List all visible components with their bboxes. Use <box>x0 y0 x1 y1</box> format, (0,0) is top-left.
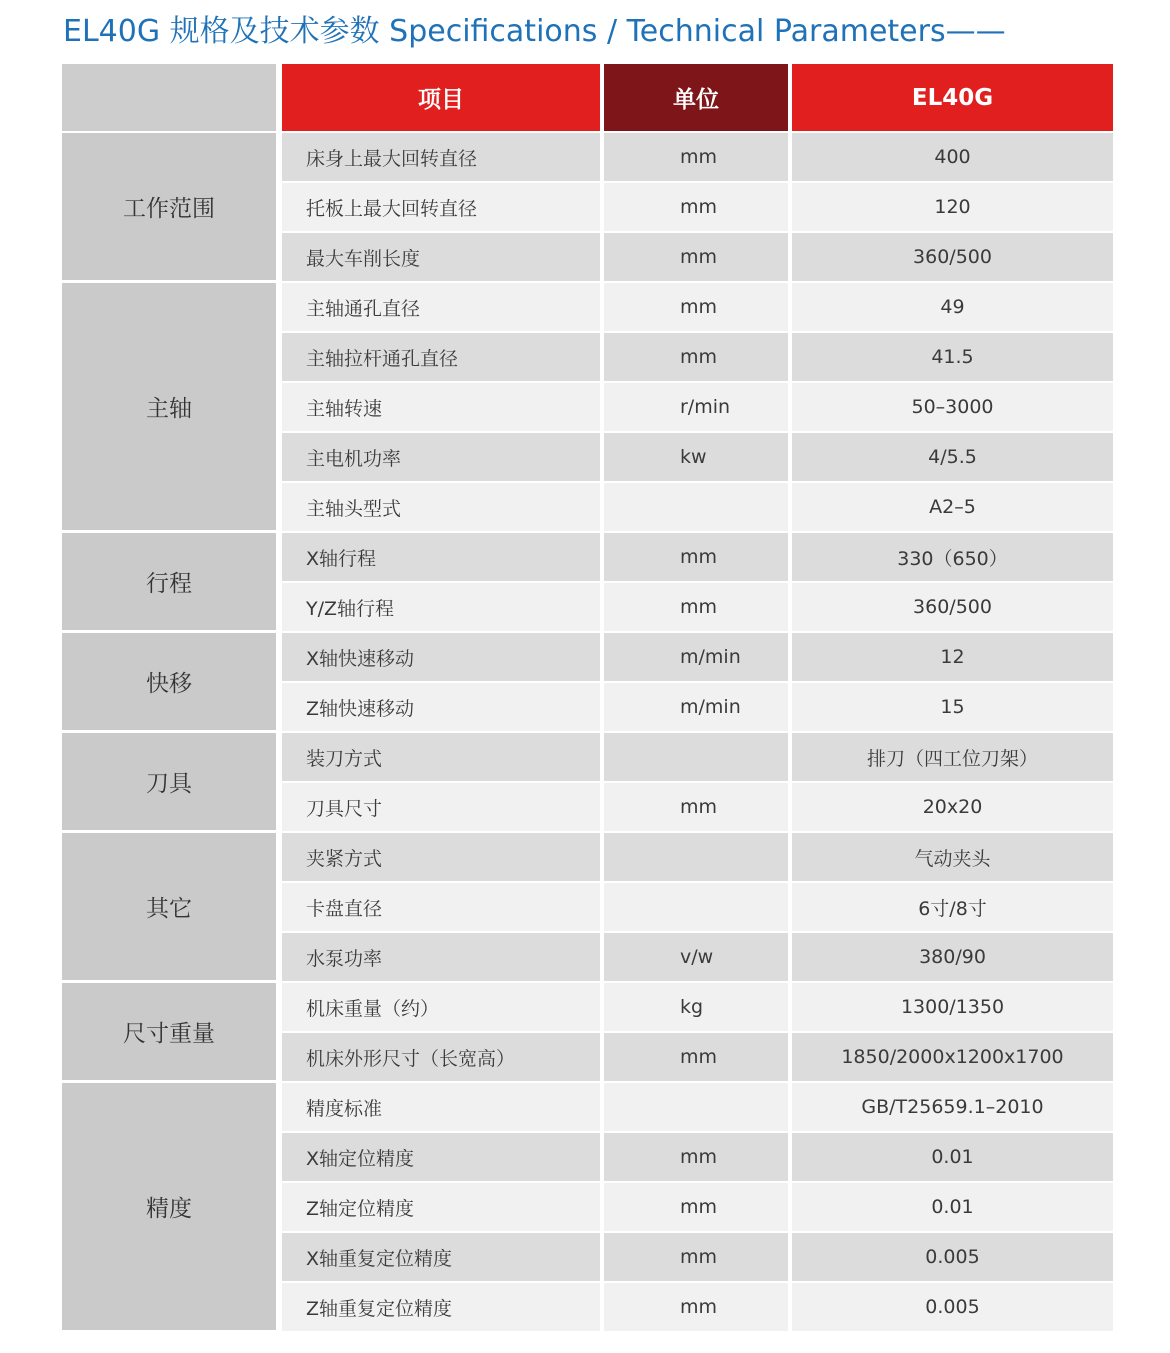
row-value: 400 <box>792 133 1113 183</box>
row-value: 0.005 <box>792 1233 1113 1283</box>
row-unit: mm <box>604 1283 788 1333</box>
row-value: 49 <box>792 283 1113 333</box>
row-item: 装刀方式 <box>282 733 600 783</box>
row-value: 0.01 <box>792 1133 1113 1183</box>
row-item: 主电机功率 <box>282 433 600 483</box>
row-unit: mm <box>604 533 788 583</box>
row-unit: mm <box>604 1133 788 1183</box>
row-unit: mm <box>604 1233 788 1283</box>
row-item: 主轴头型式 <box>282 483 600 533</box>
row-item: 精度标准 <box>282 1083 600 1133</box>
row-value: 41.5 <box>792 333 1113 383</box>
row-item: X轴行程 <box>282 533 600 583</box>
row-unit: mm <box>604 283 788 333</box>
row-item: 主轴转速 <box>282 383 600 433</box>
row-unit: kg <box>604 983 788 1033</box>
group-label: 精度 <box>62 1083 276 1333</box>
group-label: 其它 <box>62 833 276 983</box>
row-unit: mm <box>604 233 788 283</box>
row-unit <box>604 1083 788 1133</box>
row-item: 卡盘直径 <box>282 883 600 933</box>
row-item: Z轴重复定位精度 <box>282 1283 600 1333</box>
group-label: 主轴 <box>62 283 276 533</box>
row-value: 380/90 <box>792 933 1113 983</box>
row-value: 50–3000 <box>792 383 1113 433</box>
row-unit: r/min <box>604 383 788 433</box>
row-unit: v/w <box>604 933 788 983</box>
spec-table <box>62 64 1113 1333</box>
row-item: 机床外形尺寸（长宽高） <box>282 1033 600 1083</box>
header-model: EL40G <box>792 64 1113 133</box>
row-value: 0.01 <box>792 1183 1113 1233</box>
row-value: 360/500 <box>792 583 1113 633</box>
row-item: 水泵功率 <box>282 933 600 983</box>
row-item: 主轴通孔直径 <box>282 283 600 333</box>
row-value: 1850/2000x1200x1700 <box>792 1033 1113 1083</box>
row-item: X轴重复定位精度 <box>282 1233 600 1283</box>
row-item: Z轴快速移动 <box>282 683 600 733</box>
row-item: 刀具尺寸 <box>282 783 600 833</box>
row-unit: mm <box>604 1183 788 1233</box>
row-value: 4/5.5 <box>792 433 1113 483</box>
group-label: 工作范围 <box>62 133 276 283</box>
row-unit: m/min <box>604 633 788 683</box>
row-item: 主轴拉杆通孔直径 <box>282 333 600 383</box>
row-unit: m/min <box>604 683 788 733</box>
header-unit: 单位 <box>604 64 788 133</box>
row-value: 12 <box>792 633 1113 683</box>
row-item: 托板上最大回转直径 <box>282 183 600 233</box>
row-value: 330（650） <box>792 533 1113 583</box>
row-value: 120 <box>792 183 1113 233</box>
row-unit: mm <box>604 1033 788 1083</box>
row-unit: mm <box>604 133 788 183</box>
row-item: 床身上最大回转直径 <box>282 133 600 183</box>
header-item: 项目 <box>282 64 600 133</box>
row-item: Z轴定位精度 <box>282 1183 600 1233</box>
row-unit: kw <box>604 433 788 483</box>
page-title: EL40G 规格及技术参数 Specifications / Technical Parameters—— <box>63 14 1006 49</box>
row-value: 6寸/8寸 <box>792 883 1113 933</box>
row-value: 气动夹头 <box>792 833 1113 883</box>
row-unit <box>604 483 788 533</box>
row-value: 360/500 <box>792 233 1113 283</box>
row-unit <box>604 883 788 933</box>
group-label: 快移 <box>62 633 276 733</box>
group-label: 尺寸重量 <box>62 983 276 1083</box>
row-value: GB/T25659.1–2010 <box>792 1083 1113 1133</box>
row-item: X轴定位精度 <box>282 1133 600 1183</box>
row-unit: mm <box>604 783 788 833</box>
row-value: 0.005 <box>792 1283 1113 1333</box>
row-value: 排刀（四工位刀架） <box>792 733 1113 783</box>
row-item: X轴快速移动 <box>282 633 600 683</box>
row-item: 夹紧方式 <box>282 833 600 883</box>
row-item: Y/Z轴行程 <box>282 583 600 633</box>
row-unit: mm <box>604 333 788 383</box>
row-unit <box>604 733 788 783</box>
row-value: 1300/1350 <box>792 983 1113 1033</box>
row-unit: mm <box>604 183 788 233</box>
group-label: 行程 <box>62 533 276 633</box>
header-blank-cell <box>62 64 276 133</box>
row-value: 20x20 <box>792 783 1113 833</box>
row-item: 最大车削长度 <box>282 233 600 283</box>
row-value: 15 <box>792 683 1113 733</box>
group-label: 刀具 <box>62 733 276 833</box>
row-item: 机床重量（约） <box>282 983 600 1033</box>
row-value: A2–5 <box>792 483 1113 533</box>
row-unit <box>604 833 788 883</box>
row-unit: mm <box>604 583 788 633</box>
